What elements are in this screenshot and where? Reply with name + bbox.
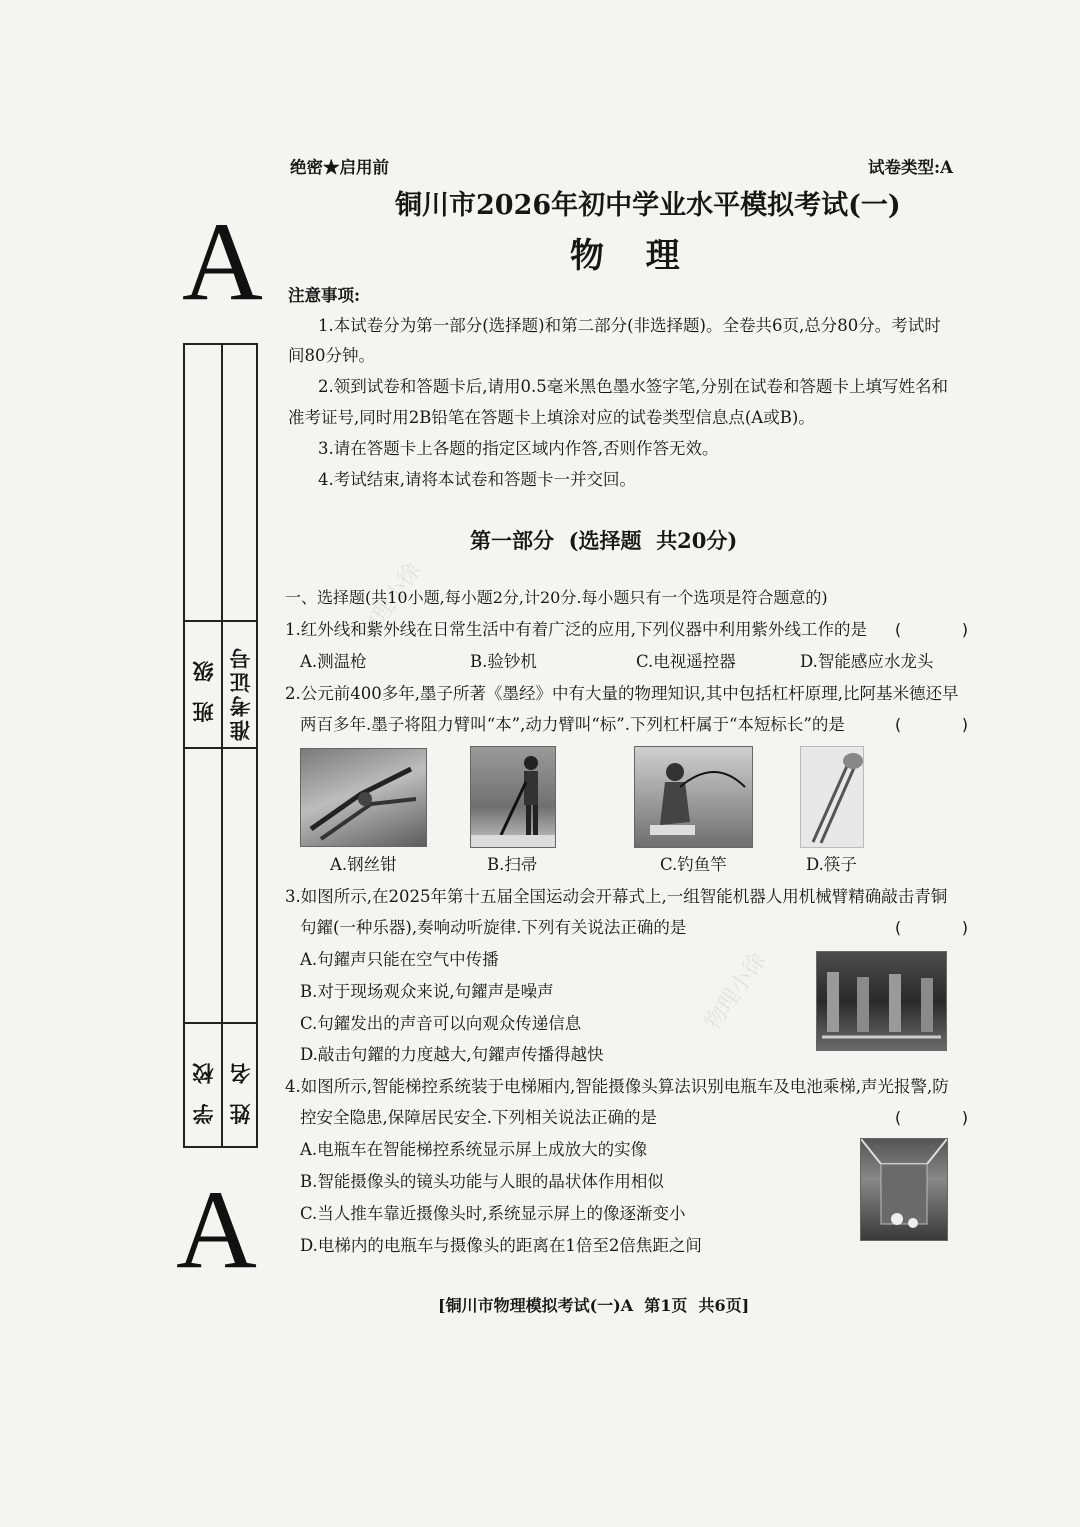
q4-stem: 4.如图所示,智能梯控系统装于电梯厢内,智能摄像头算法识别电瓶车及电池乘梯,声光报警,防 [285, 1077, 949, 1096]
pliers-photo [300, 748, 427, 847]
elevator-camera-photo [860, 1138, 948, 1241]
q1-option-b: B.验钞机 [470, 652, 537, 671]
broom-photo [470, 746, 556, 848]
q1-option-a: A.测温枪 [300, 652, 367, 671]
chopsticks-icon [801, 747, 863, 847]
exam-title: 铜川市2026年初中学业水平模拟考试(一) [395, 190, 901, 221]
fishing-rod-photo [634, 746, 753, 848]
robot-arm-icon [817, 952, 946, 1050]
q1-option-c: C.电视遥控器 [636, 652, 736, 671]
notes-item: 准考证号,同时用2B铅笔在答题卡上填涂对应的试卷类型信息点(A或B)。 [288, 408, 815, 427]
q2-stem: 2.公元前400多年,墨子所著《墨经》中有大量的物理知识,其中包括杠杆原理,比阿基米德还早 [285, 684, 959, 703]
notes-heading: 注意事项: [288, 286, 361, 305]
q4-option-c: C.当人推车靠近摄像头时,系统显示屏上的像逐渐变小 [300, 1204, 686, 1223]
q4-option-b: B.智能摄像头的镜头功能与人眼的晶状体作用相似 [300, 1172, 664, 1191]
page-footer: [铜川市物理模拟考试(一)A 第1页 共6页] [438, 1296, 750, 1315]
pliers-icon [301, 749, 426, 846]
q3-option-b: B.对于现场观众来说,句鑃声是噪声 [300, 982, 554, 1001]
binding-table [183, 343, 258, 1148]
secret-label: 绝密★启用前 [290, 158, 389, 177]
q2-stem: 两百多年.墨子将阻力臂叫“本”,动力臂叫“标”.下列杠杆属于“本短标长”的是 [300, 715, 845, 734]
subject-title: 物 理 [570, 236, 686, 276]
q4-answer-paren: ( ) [893, 1108, 971, 1127]
paper-type-label: 试卷类型:A [868, 158, 953, 177]
watermark: 物理小徐 [700, 948, 772, 1035]
school-label: 学 校 [191, 1057, 216, 1125]
q1-answer-paren: ( ) [893, 620, 971, 639]
q2-option-b: B.扫帚 [487, 855, 538, 874]
angler-icon [635, 747, 752, 847]
q2-option-c: C.钓鱼竿 [660, 855, 727, 874]
robot-bells-photo [816, 951, 947, 1051]
q3-answer-paren: ( ) [893, 918, 971, 937]
name-label: 姓 名 [228, 1057, 253, 1125]
notes-item: 4.考试结束,请将本试卷和答题卡一并交回。 [318, 470, 636, 489]
chopsticks-photo [800, 746, 864, 848]
elevator-icon [861, 1139, 947, 1240]
q1-option-d: D.智能感应水龙头 [800, 652, 934, 671]
q1-stem: 1.红外线和紫外线在日常生活中有着广泛的应用,下列仪器中利用紫外线工作的是 [285, 620, 867, 639]
notes-item: 2.领到试卷和答题卡后,请用0.5毫米黑色墨水签字笔,分别在试卷和答题卡上填写姓名和 [318, 377, 948, 396]
class-label: 班 级 [191, 655, 216, 723]
q2-option-a: A.钢丝钳 [330, 855, 397, 874]
q3-option-d: D.敲击句鑃的力度越大,句鑃声传播得越快 [300, 1045, 604, 1064]
binding-table-rule [185, 747, 256, 749]
q4-option-d: D.电梯内的电瓶车与摄像头的距离在1倍至2倍焦距之间 [300, 1236, 702, 1255]
section-intro: 一、选择题(共10小题,每小题2分,计20分.每小题只有一个选项是符合题意的) [285, 588, 828, 607]
q2-answer-paren: ( ) [893, 715, 971, 734]
q2-option-d: D.筷子 [806, 855, 857, 874]
notes-item: 间80分钟。 [288, 346, 375, 365]
q3-stem: 3.如图所示,在2025年第十五届全国运动会开幕式上,一组智能机器人用机械臂精确敲击青铜 [285, 887, 948, 906]
person-sweeping-icon [471, 747, 555, 847]
part1-heading: 第一部分 (选择题 共20分) [470, 528, 738, 553]
paper-type-letter-top: A [182, 200, 263, 324]
paper-type-letter-bottom: A [176, 1168, 257, 1292]
q3-option-c: C.句鑃发出的声音可以向观众传递信息 [300, 1014, 582, 1033]
q3-stem: 句鑃(一种乐器),奏响动听旋律.下列有关说法正确的是 [300, 918, 687, 937]
notes-item: 3.请在答题卡上各题的指定区域内作答,否则作答无效。 [318, 439, 719, 458]
notes-item: 1.本试卷分为第一部分(选择题)和第二部分(非选择题)。全卷共6页,总分80分。考试时 [318, 316, 941, 335]
binding-table-rule [185, 620, 256, 622]
binding-table-rule [185, 1022, 256, 1024]
watermark: 物理小徐 [355, 558, 427, 645]
q4-option-a: A.电瓶车在智能梯控系统显示屏上成放大的实像 [300, 1140, 648, 1159]
exam-number-label: 准考证号 [228, 645, 253, 741]
q3-option-a: A.句鑃声只能在空气中传播 [300, 950, 499, 969]
q4-stem: 控安全隐患,保障居民安全.下列相关说法正确的是 [300, 1108, 657, 1127]
binding-table-divider [221, 345, 223, 1146]
